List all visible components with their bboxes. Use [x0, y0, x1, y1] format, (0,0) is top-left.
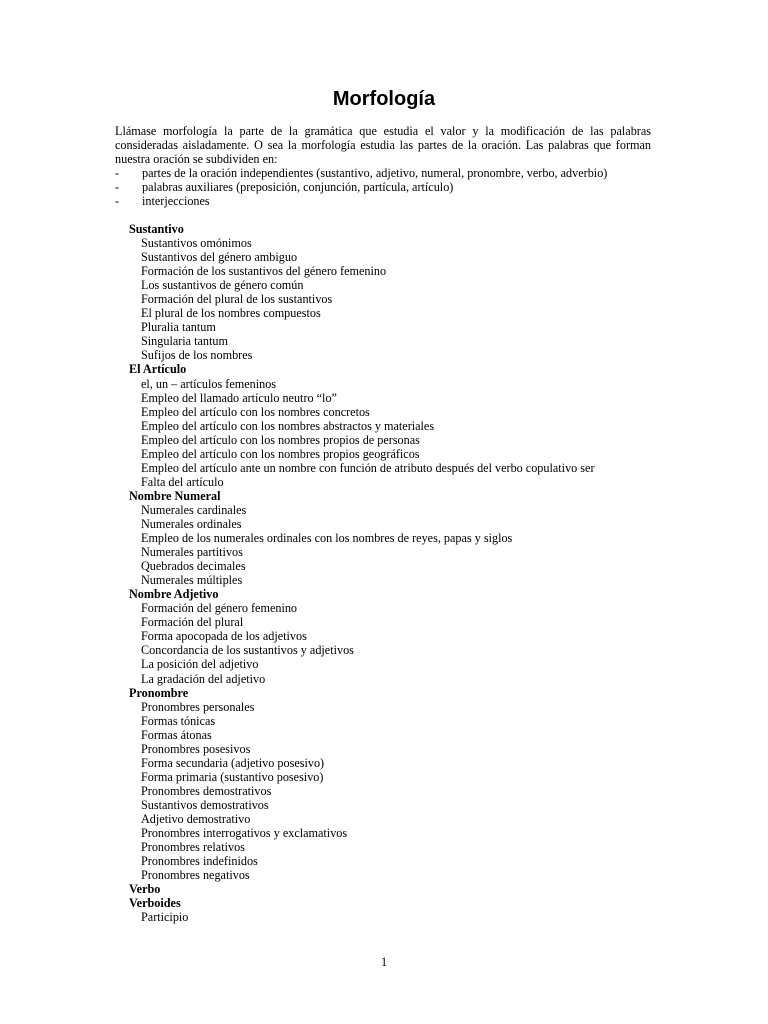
toc-item: Pronombres posesivos — [141, 741, 251, 756]
word-class-list — [115, 166, 655, 209]
toc-item: Numerales ordinales — [141, 516, 242, 531]
toc-section — [129, 362, 689, 488]
toc-item: Empleo del artículo con los nombres propios de personas — [141, 432, 420, 447]
toc-item: Pronombres indefinidos — [141, 854, 258, 869]
list-item — [115, 194, 655, 208]
toc-item: Pronombres relativos — [141, 840, 245, 855]
toc-item: el, un – artículos femeninos — [141, 376, 277, 391]
page-title: Morfología — [332, 88, 436, 110]
toc-item: La gradación del adjetivo — [141, 671, 266, 686]
toc-item: Numerales partitivos — [141, 545, 243, 560]
section-heading: Sustantivo — [129, 222, 184, 236]
page-number: 1 — [380, 955, 388, 969]
toc-item: Formación del plural de los sustantivos — [141, 292, 333, 307]
bullet-marker: - — [115, 180, 120, 195]
toc-item: Pronombres negativos — [141, 868, 250, 883]
toc-item: Singularia tantum — [141, 334, 228, 349]
toc-item: Empleo del artículo con los nombres concretos — [141, 404, 370, 419]
toc-section — [129, 587, 689, 685]
toc-item: Sufijos de los nombres — [141, 348, 253, 363]
section-items — [129, 601, 689, 685]
toc-item: Empleo del artículo con los nombres abstractos y materiales — [141, 418, 435, 433]
toc-item: Falta del artículo — [141, 474, 224, 489]
toc-section — [129, 489, 689, 587]
toc-item: Formación de los sustantivos del género femenino — [141, 264, 387, 279]
toc-item: Pronombres interrogativos y exclamativos — [141, 826, 348, 841]
section-heading: Nombre Adjetivo — [129, 587, 219, 602]
section-heading: Verboides — [129, 896, 181, 911]
toc-item: Sustantivos del género ambiguo — [141, 250, 298, 265]
toc-item: El plural de los nombres compuestos — [141, 306, 321, 321]
intro-paragraph: Llámase morfología la parte de la gramática que estudia el valor y la modificación de las palabras consideradas aisladamente. O sea la morfología estudia las partes de la oración. Las palabras que forman nuestra oración se subdividen en: — [115, 124, 651, 167]
toc-section — [129, 896, 689, 924]
table-of-contents — [129, 222, 689, 924]
section-items — [129, 503, 689, 587]
toc-item: Sustantivos demostrativos — [141, 797, 269, 812]
toc-item: Empleo del artículo con los nombres propios geográficos — [141, 446, 420, 461]
toc-item: Quebrados decimales — [141, 559, 246, 574]
toc-item: Pronombres demostrativos — [141, 783, 272, 798]
toc-item: Formación del plural — [141, 615, 244, 630]
section-items — [129, 236, 689, 362]
section-heading: Pronombre — [129, 685, 189, 700]
toc-item: Empleo del llamado artículo neutro “lo” — [141, 390, 337, 405]
toc-item: Formas tónicas — [141, 713, 216, 728]
toc-section — [129, 222, 689, 362]
toc-item: La posición del adjetivo — [141, 657, 259, 672]
list-item — [115, 166, 655, 180]
toc-section — [129, 686, 689, 883]
list-item-text: palabras auxiliares (preposición, conjunción, partícula, artículo) — [142, 180, 454, 195]
toc-section — [129, 882, 689, 896]
toc-item: Formas átonas — [141, 727, 212, 742]
toc-item: Empleo de los numerales ordinales con los nombres de reyes, papas y siglos — [141, 531, 513, 546]
toc-item: Pluralia tantum — [141, 320, 216, 335]
section-items — [129, 910, 689, 924]
toc-item: Empleo del artículo ante un nombre con función de atributo después del verbo copulativo ser — [141, 460, 595, 475]
toc-item: Forma secundaria (adjetivo posesivo) — [141, 755, 325, 770]
section-heading: Verbo — [129, 882, 161, 897]
toc-item: Forma apocopada de los adjetivos — [141, 629, 307, 644]
toc-item: Adjetivo demostrativo — [141, 811, 251, 826]
toc-item: Los sustantivos de género común — [141, 278, 304, 293]
list-item-text: interjecciones — [142, 194, 210, 209]
section-heading: Nombre Numeral — [129, 488, 221, 503]
toc-item: Sustantivos omónimos — [141, 236, 252, 251]
toc-item: Numerales múltiples — [141, 573, 243, 588]
section-items — [129, 700, 689, 883]
toc-item: Forma primaria (sustantivo posesivo) — [141, 769, 324, 784]
section-items — [129, 377, 689, 489]
list-item — [115, 180, 655, 194]
toc-item: Numerales cardinales — [141, 502, 247, 517]
toc-item: Participio — [141, 910, 189, 925]
section-heading: El Artículo — [129, 362, 187, 377]
toc-item: Concordancia de los sustantivos y adjetivos — [141, 643, 354, 658]
toc-item: Formación del género femenino — [141, 601, 298, 616]
toc-item: Pronombres personales — [141, 699, 255, 714]
list-item-text: partes de la oración independientes (sustantivo, adjetivo, numeral, pronombre, verbo, adverbio) — [142, 166, 608, 180]
bullet-marker: - — [115, 166, 120, 180]
bullet-marker: - — [115, 194, 120, 209]
